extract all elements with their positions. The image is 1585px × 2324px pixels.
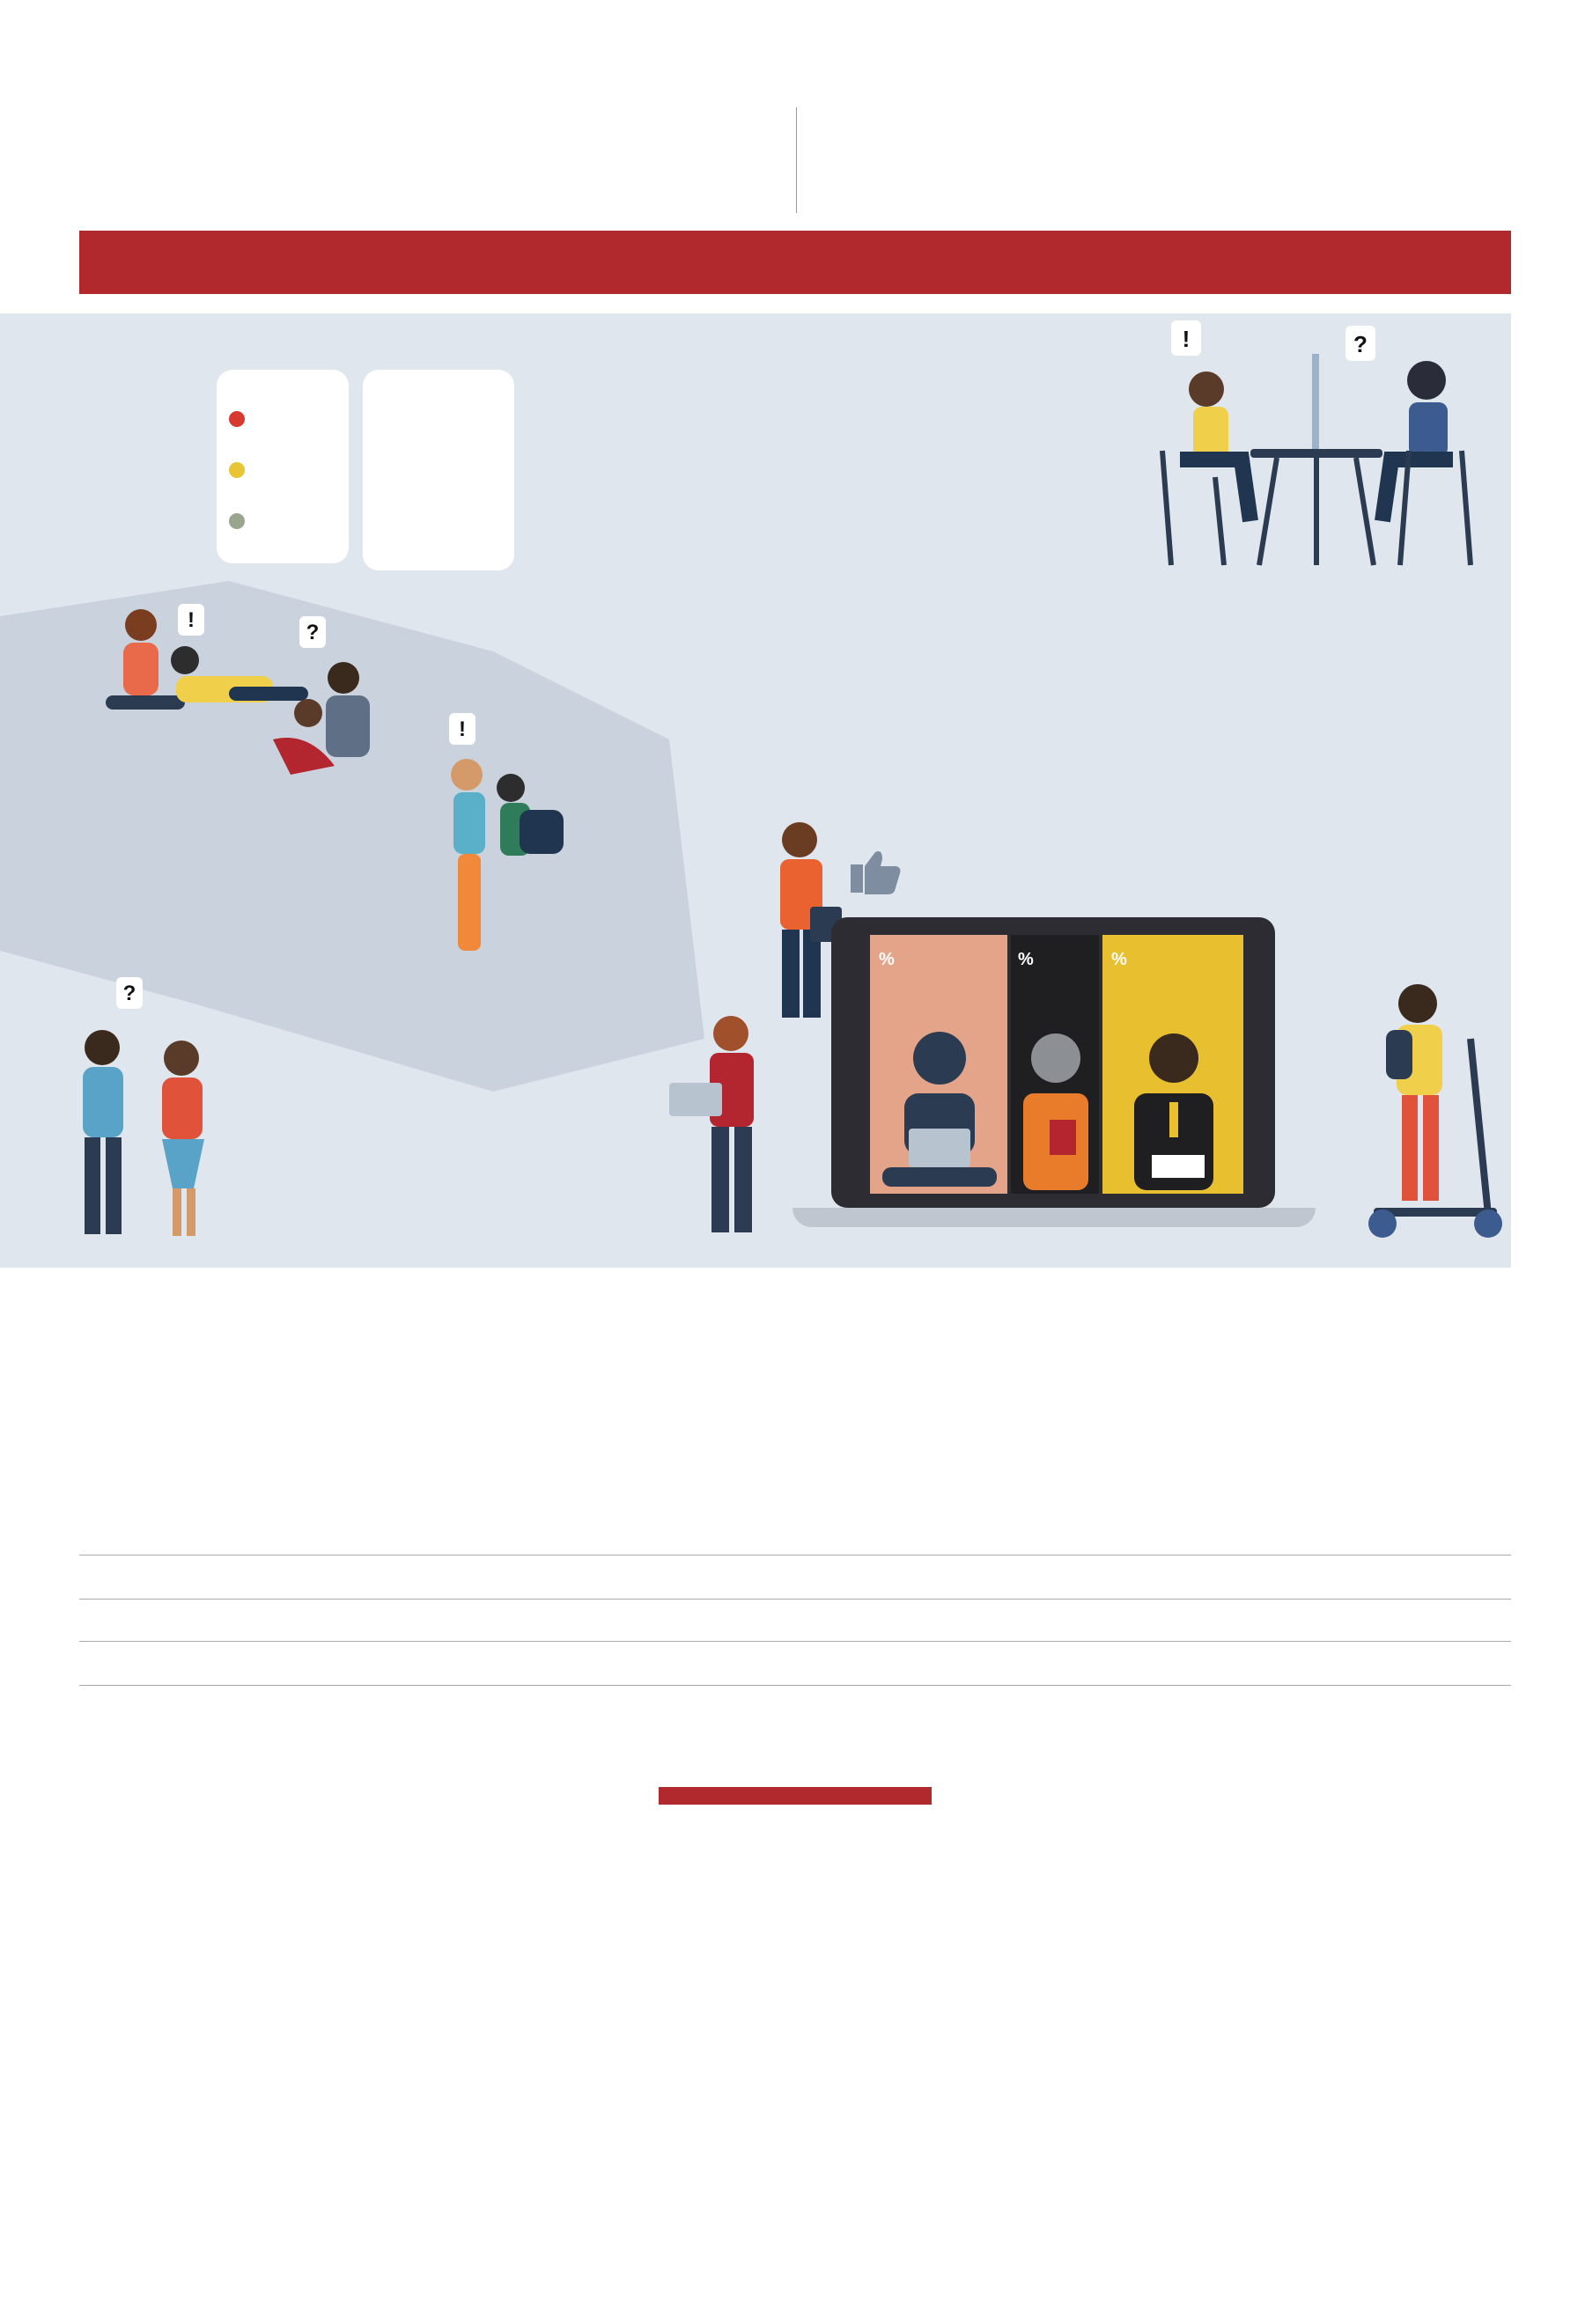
svg-text:!: ! <box>459 717 466 741</box>
quote-red-bar <box>659 1787 932 1805</box>
moderata-dot <box>229 462 245 478</box>
legend-positiva <box>229 512 252 533</box>
svg-text:!: ! <box>188 608 195 632</box>
article-column-1 <box>79 1768 352 1780</box>
subhead-rule-bottom <box>79 1685 1511 1686</box>
subhead-rule-2 <box>79 1641 1511 1642</box>
svg-text:?: ? <box>306 621 320 644</box>
couple-illustration <box>53 977 229 1241</box>
header-divider <box>796 107 797 213</box>
didattica-panel: % <box>1011 935 1099 1194</box>
man-with-laptop-illustration <box>669 1012 784 1241</box>
infographic-credit <box>1233 1243 1244 1258</box>
laptop-frame <box>831 917 1275 1208</box>
negativa-dot <box>229 411 245 427</box>
legend-negativa <box>229 410 252 430</box>
thumbs-up-icon <box>847 847 903 896</box>
priest-illustration <box>1117 1023 1231 1190</box>
svg-text:!: ! <box>1182 326 1191 352</box>
legend-moderata <box>229 461 252 482</box>
positiva-dot <box>229 513 245 529</box>
people-on-lettering-illustration <box>79 599 572 968</box>
red-banner <box>79 231 1511 294</box>
legend-box <box>217 370 349 563</box>
svg-text:?: ? <box>1353 331 1368 357</box>
subhead-rule-1 <box>79 1599 1511 1600</box>
laptop-base <box>792 1208 1316 1227</box>
scooter-rider-illustration <box>1347 977 1506 1241</box>
smartworking-panel: % <box>870 935 1007 1194</box>
article-column-3 <box>659 1768 932 1815</box>
servizi-religiosi-panel: % <box>1102 935 1243 1194</box>
cafe-couple-illustration <box>1145 319 1497 583</box>
italy-highlight-box <box>363 370 514 570</box>
teacher-illustration <box>1018 1023 1094 1190</box>
smartworker-illustration <box>882 1023 997 1190</box>
svg-text:?: ? <box>122 982 136 1005</box>
